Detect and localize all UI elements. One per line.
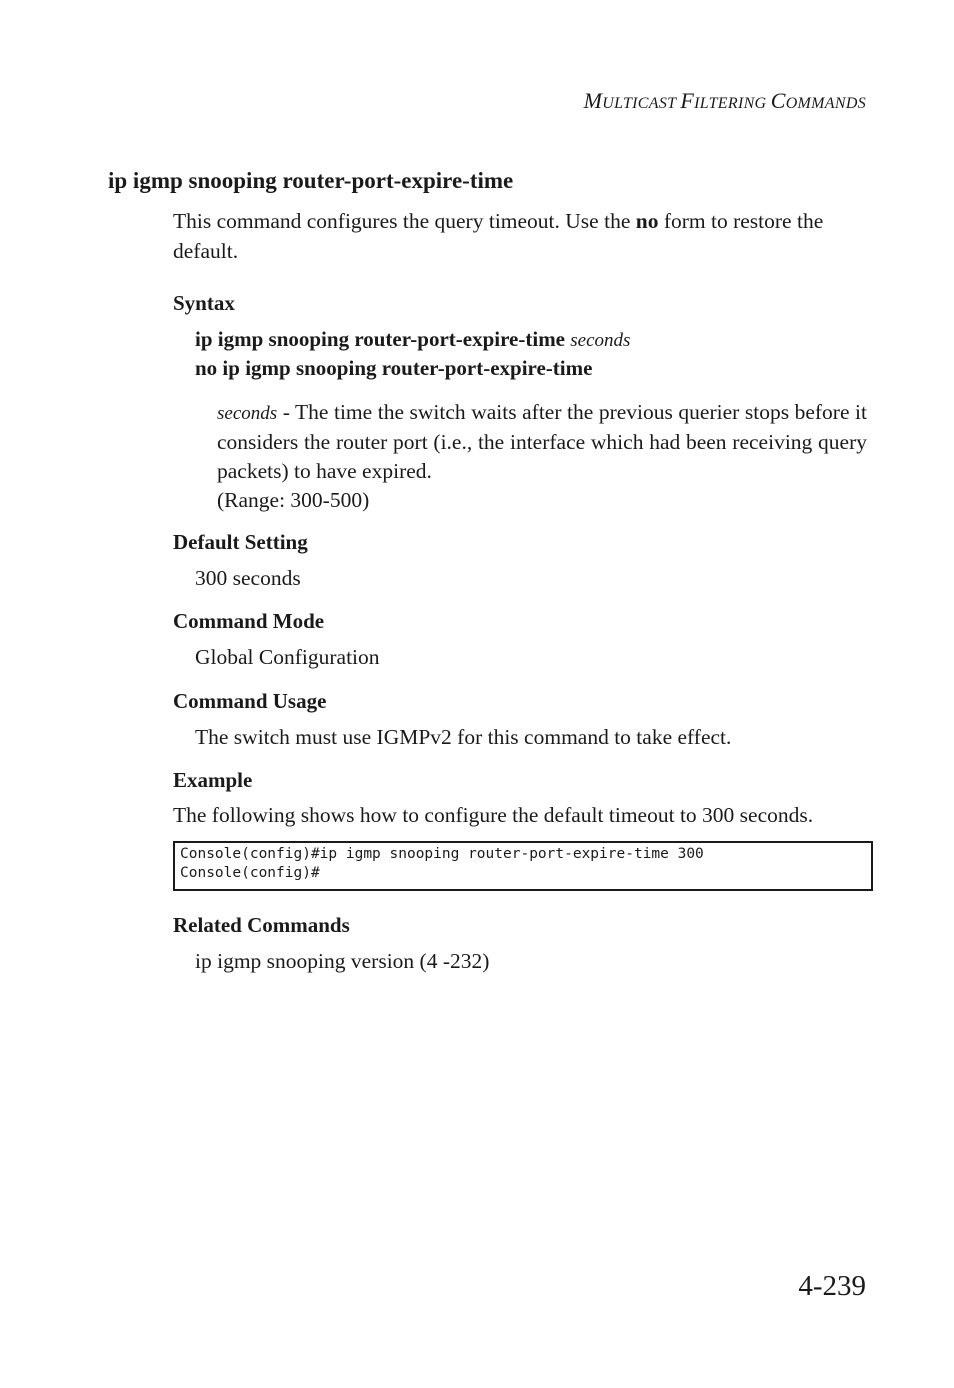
running-header [584,88,866,114]
header-rest-2: ILTERING [694,95,771,112]
syntax-heading: Syntax [173,291,235,315]
example-heading: Example [173,768,253,792]
command-usage-heading: Command Usage [173,689,327,713]
header-cap-2: F [680,88,695,113]
parameter-text: - The time the switch waits after the previous querier stops before it considers the router port (i.e., the interface which had been receiving query packets) to have expired. [217,400,867,483]
intro-keyword: no [635,209,659,233]
default-setting-heading: Default Setting [173,530,308,554]
related-commands-heading: Related Commands [173,913,350,937]
code-line-2: Console(config)# [180,865,320,881]
example-code-block [173,841,873,891]
default-setting-value: 300 seconds [195,566,301,590]
related-command-link[interactable]: ip igmp snooping version (4 -232) [195,949,490,973]
code-line-1: Console(config)#ip igmp snooping router-port-expire-time 300 [180,846,704,862]
header-rest-1: ULTICAST [602,95,681,112]
header-cap-3: C [770,88,786,113]
intro-text-before: This command configures the query timeout. Use the [173,209,636,233]
parameter-range: (Range: 300-500) [217,488,370,512]
syntax-line-1 [195,327,630,352]
command-mode-heading: Command Mode [173,609,325,633]
parameter-name: seconds [217,403,278,424]
page-number: 4-239 [798,1270,866,1302]
command-usage-value: The switch must use IGMPv2 for this command to take effect. [195,725,732,749]
header-cap-1: M [583,88,603,113]
parameter-description [217,398,867,515]
example-intro: The following shows how to configure the default timeout to 300 seconds. [173,803,814,827]
syntax-line-2: no ip igmp snooping router-port-expire-time [195,356,593,380]
header-rest-3: OMMANDS [785,95,866,112]
command-mode-value: Global Configuration [195,645,380,669]
intro-text-after: form to restore the default. [173,209,824,263]
command-description [173,206,873,266]
syntax-argument: seconds [570,330,631,351]
syntax-command: ip igmp snooping router-port-expire-time [195,327,566,351]
command-title: ip igmp snooping router-port-expire-time [108,168,514,193]
